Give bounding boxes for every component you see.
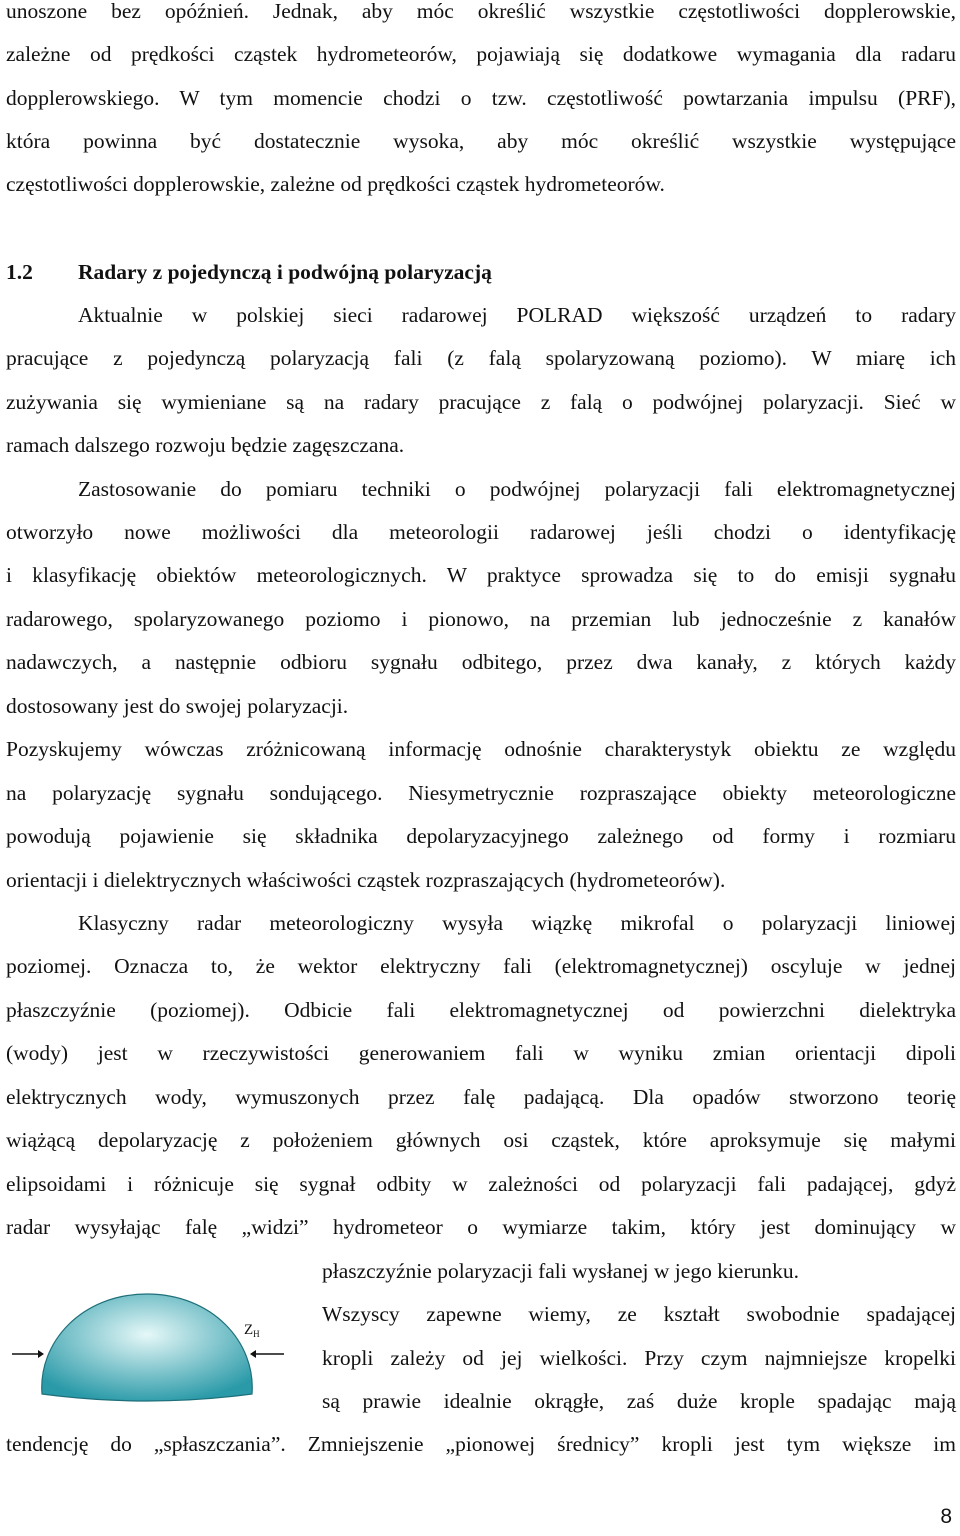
text-line: elektrycznych wody, wymuszonych przez falę padającą. Dla opadów stworzono teorię bbox=[6, 1085, 956, 1109]
raindrop-figure bbox=[12, 1282, 302, 1412]
text-line: Aktualnie w polskiej sieci radarowej POLRAD większość urządzeń to radary bbox=[78, 303, 956, 327]
text-line: radar wysyłając falę „widzi” hydrometeor o wymiarze takim, który jest dominujący w bbox=[6, 1215, 956, 1239]
text-line: są prawie idealnie okrągłe, zaś duże krople spadając mają bbox=[322, 1389, 956, 1413]
text-line: orientacji i dielektrycznych właściwości cząstek rozpraszających (hydrometeorów). bbox=[6, 868, 726, 892]
raindrop-shape bbox=[42, 1294, 253, 1401]
text-line: unoszone bez opóźnień. Jednak, aby móc określić wszystkie częstotliwości dopplerowskie, bbox=[6, 0, 956, 23]
text-line: Pozyskujemy wówczas zróżnicowaną informację odnośnie charakterystyk obiektu ze względu bbox=[6, 737, 956, 761]
arrow-head-left bbox=[38, 1350, 44, 1358]
text-line: płaszczyźnie polaryzacji fali wysłanej w jego kierunku. bbox=[322, 1259, 799, 1283]
text-line: radarowego, spolaryzowanego poziomo i pionowo, na przemian lub jednocześnie z kanałów bbox=[6, 607, 956, 631]
text-line: która powinna być dostatecznie wysoka, aby móc określić wszystkie występujące bbox=[6, 129, 956, 153]
text-line: Wszyscy zapewne wiemy, ze kształt swobodnie spadającej bbox=[322, 1302, 956, 1326]
text-line: kropli zależy od jej wielkości. Przy czym najmniejsze kropelki bbox=[322, 1346, 956, 1370]
text-line: na polaryzację sygnału sondującego. Niesymetrycznie rozpraszające obiekty meteorologiczne bbox=[6, 781, 956, 805]
text-line: częstotliwości dopplerowskie, zależne od prędkości cząstek hydrometeorów. bbox=[6, 172, 665, 196]
text-line: nadawczych, a następnie odbioru sygnału odbitego, przez dwa kanały, z których każdy bbox=[6, 650, 956, 674]
section-heading bbox=[6, 258, 956, 286]
page-number: 8 bbox=[940, 1505, 952, 1528]
text-line: i klasyfikację obiektów meteorologicznych. W praktyce sprowadza się to do emisji sygnału bbox=[6, 563, 956, 587]
zh-label: $Z_H$ bbox=[244, 1322, 260, 1339]
text-line: zużywania się wymieniane są na radary pracujące z falą o podwójnej polaryzacji. Sieć w bbox=[6, 390, 956, 414]
text-line: dostosowany jest do swojej polaryzacji. bbox=[6, 694, 349, 718]
text-line: płaszczyźnie (poziomej). Odbicie fali elektromagnetycznej od powierzchni dielektryka bbox=[6, 998, 956, 1022]
text-line: otworzyło nowe możliwości dla meteorologii radarowej jeśli chodzi o identyfikację bbox=[6, 520, 956, 544]
text-line: wiążącą depolaryzację z położeniem głównych osi cząstek, które aproksymuje się małymi bbox=[6, 1128, 956, 1152]
text-line: pracujące z pojedynczą polaryzacją fali (z falą spolaryzowaną poziomo). W miarę ich bbox=[6, 346, 956, 370]
text-line: powodują pojawienie się składnika depolaryzacyjnego zależnego od formy i rozmiaru bbox=[6, 824, 956, 848]
section-number: 1.2 bbox=[6, 260, 33, 284]
text-line: elipsoidami i różnicuje się sygnał odbity w zależności od polaryzacji fali padającej, gdyż bbox=[6, 1172, 956, 1196]
text-line: poziomej. Oznacza to, że wektor elektryczny fali (elektromagnetycznej) oscyluje w jednej bbox=[6, 954, 956, 978]
text-line: Klasyczny radar meteorologiczny wysyła wiązkę mikrofal o polaryzacji liniowej bbox=[78, 911, 956, 935]
text-line: dopplerowskiego. W tym momencie chodzi o tzw. częstotliwość powtarzania impulsu (PRF), bbox=[6, 86, 956, 110]
text-line: tendencję do „spłaszczania”. Zmniejszenie „pionowej średnicy” kropli jest tym większe im bbox=[6, 1432, 956, 1456]
section-title: Radary z pojedynczą i podwójną polaryzacją bbox=[78, 260, 492, 284]
text-line: zależne od prędkości cząstek hydrometeorów, pojawiają się dodatkowe wymagania dla radaru bbox=[6, 42, 956, 66]
text-line: ramach dalszego rozwoju będzie zagęszczana. bbox=[6, 433, 405, 457]
arrow-head-right bbox=[250, 1350, 256, 1358]
text-line: (wody) jest w rzeczywistości generowaniem fali w wyniku zmian orientacji dipoli bbox=[6, 1041, 956, 1065]
text-line: Zastosowanie do pomiaru techniki o podwójnej polaryzacji fali elektromagnetycznej bbox=[78, 477, 956, 501]
